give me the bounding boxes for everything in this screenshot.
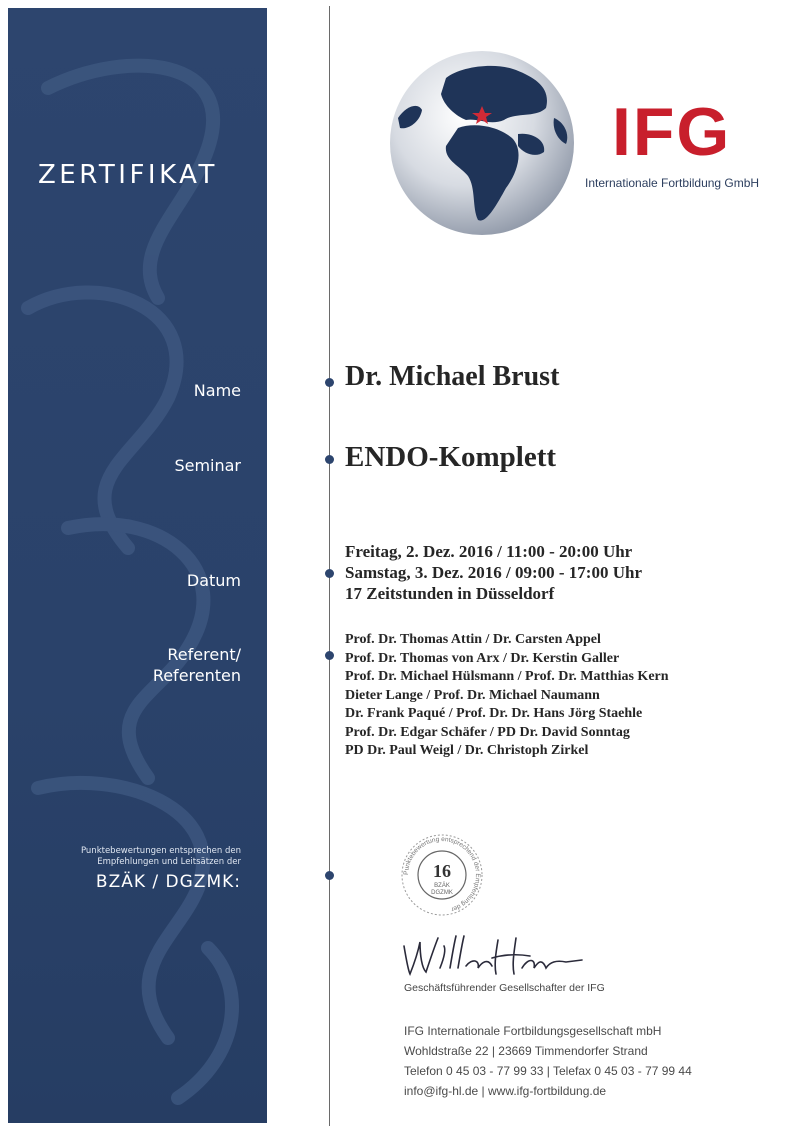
points-note-line-2: Empfehlungen und Leitsätzen der [97,857,241,867]
signature-icon [398,928,588,983]
date-line: 17 Zeitstunden in Düsseldorf [345,584,555,603]
date-line: Freitag, 2. Dez. 2016 / 11:00 - 20:00 Uhr [345,542,633,561]
timeline-dot-referent [325,651,334,660]
referent-line: Prof. Dr. Thomas von Arx / Dr. Kerstin Galler [345,650,620,666]
label-seminar: Seminar [174,456,241,475]
referent-line: Prof. Dr. Edgar Schäfer / PD Dr. David Sonntag [345,724,630,740]
globe-icon [386,48,578,238]
points-note-line-1: Punktebewertungen entsprechen den [80,846,241,856]
company-web: info@ifg-hl.de | www.ifg-fortbildung.de [404,1084,607,1098]
ifg-subtitle: Internationale Fortbildung GmbH [585,176,760,190]
stamp-line-1: BZÄK [434,883,450,889]
seminar-title: ENDO-Komplett [345,441,557,473]
referent-line: PD Dr. Paul Weigl / Dr. Christoph Zirkel [345,743,589,758]
sidebar [8,8,267,1123]
date-line: Samstag, 3. Dez. 2016 / 09:00 - 17:00 Uhr [345,563,642,582]
ifg-logo: IFG [612,94,732,170]
stamp-ring-text: Punktebewertung entsprechend der Empfehlung der [402,835,482,913]
referent-line: Dieter Lange / Prof. Dr. Michael Naumann [345,687,600,703]
label-referent-2: Referenten [152,666,241,685]
signature-caption: Geschäftsführender Gesellschafter der IFG [404,982,605,994]
referent-line: Prof. Dr. Michael Hülsmann / Prof. Dr. Matthias Kern [345,669,669,684]
points-note [41,846,241,868]
seminar-dates [345,541,642,604]
label-referent-1: Referent/ [167,645,241,664]
company-name: IFG Internationale Fortbildungsgesellschaft mbH [404,1024,662,1038]
timeline-dot-seminar [325,455,334,464]
referent-line: Dr. Frank Paqué / Prof. Dr. Dr. Hans Jörg Staehle [345,706,643,721]
stamp-points: 16 [433,861,451,881]
stamp-line-2: DGZMK [431,890,453,896]
label-name: Name [193,381,241,400]
timeline-dot-points [325,871,334,880]
points-stamp [397,830,487,920]
company-street: Wohldstraße 22 | 23669 Timmendorfer Strand [404,1044,648,1058]
timeline-line [329,6,330,1126]
referenten-list [345,631,669,761]
timeline-dot-datum [325,569,334,578]
bzaek-label: BZÄK / DGZMK: [95,872,241,892]
participant-name: Dr. Michael Brust [345,361,560,392]
company-address [404,1021,692,1101]
timeline-dot-name [325,378,334,387]
referent-line: Prof. Dr. Thomas Attin / Dr. Carsten Appel [345,632,601,647]
label-datum: Datum [186,571,241,590]
certificate-title: ZERTIFIKAT [38,160,218,190]
company-phone: Telefon 0 45 03 - 77 99 33 | Telefax 0 45 03 - 77 99 44 [404,1064,692,1078]
